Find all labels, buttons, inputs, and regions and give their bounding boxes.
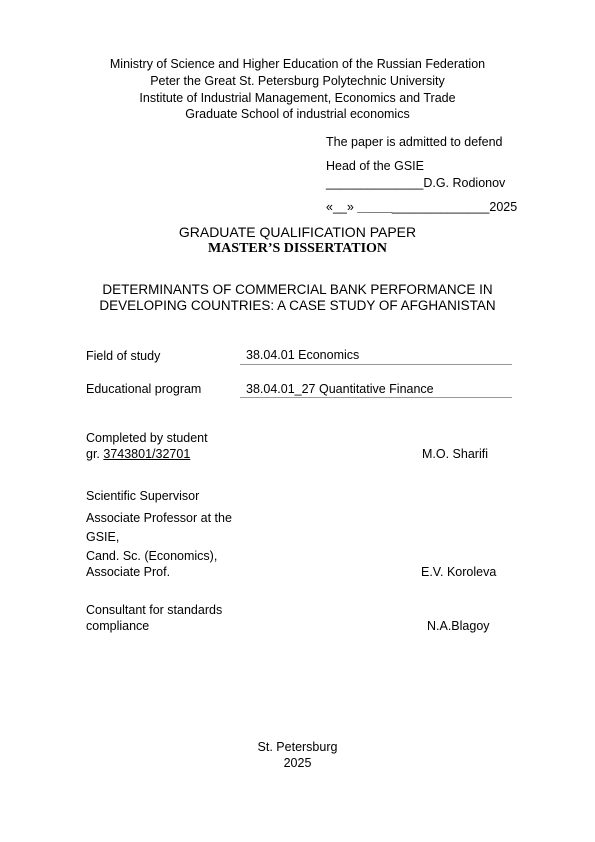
date-day: «__» [326,200,358,214]
institute-line: Institute of Industrial Management, Economics and Trade [139,91,456,105]
field-of-study-underline [240,364,512,365]
topic-line-1: DETERMINANTS OF COMMERCIAL BANK PERFORMANCE IN [102,282,493,297]
school-line: Graduate School of industrial economics [185,107,410,121]
student-group [86,447,190,461]
field-of-study-label: Field of study [86,349,161,363]
consultant-line-1: Consultant for standards [86,603,223,617]
program-value: 38.04.01_27 Quantitative Finance [246,382,434,396]
admission-date [326,200,517,214]
student-name: M.O. Sharifi [422,447,488,461]
supervisor-label: Scientific Supervisor [86,489,200,503]
head-label: Head of the GSIE [326,159,424,173]
supervisor-line-4: Associate Prof. [86,565,171,579]
supervisor-line-2: GSIE, [86,530,120,544]
consultant-line-2: compliance [86,619,150,633]
date-blank: _____ [357,200,393,214]
ministry-line: Ministry of Science and Higher Education of the Russian Federation [109,57,486,71]
group-prefix: gr. [86,447,104,461]
student-label: Completed by student [86,431,208,445]
supervisor-name: E.V. Koroleva [421,565,497,579]
paper-type: GRADUATE QUALIFICATION PAPER [178,224,417,240]
footer-city: St. Petersburg [257,740,338,754]
dissertation-label: MASTER’S DISSERTATION [207,241,388,256]
date-year: ______________2025 [392,200,518,214]
program-underline [240,397,512,398]
admitted-text: The paper is admitted to defend [326,135,503,149]
supervisor-line-1: Associate Professor at the [86,511,232,525]
group-number: 3743801/32701 [103,447,191,461]
university-line: Peter the Great St. Petersburg Polytechnic University [150,74,445,88]
field-of-study-value: 38.04.01 Economics [246,348,360,362]
consultant-name: N.A.Blagoy [427,619,490,633]
footer-year: 2025 [283,756,312,770]
program-label: Educational program [86,382,202,396]
topic-line-2: DEVELOPING COUNTRIES: A CASE STUDY OF AFGHANISTAN [99,298,496,313]
head-signature-line: ______________D.G. Rodionov [326,176,506,190]
supervisor-line-3: Cand. Sc. (Economics), [86,549,218,563]
